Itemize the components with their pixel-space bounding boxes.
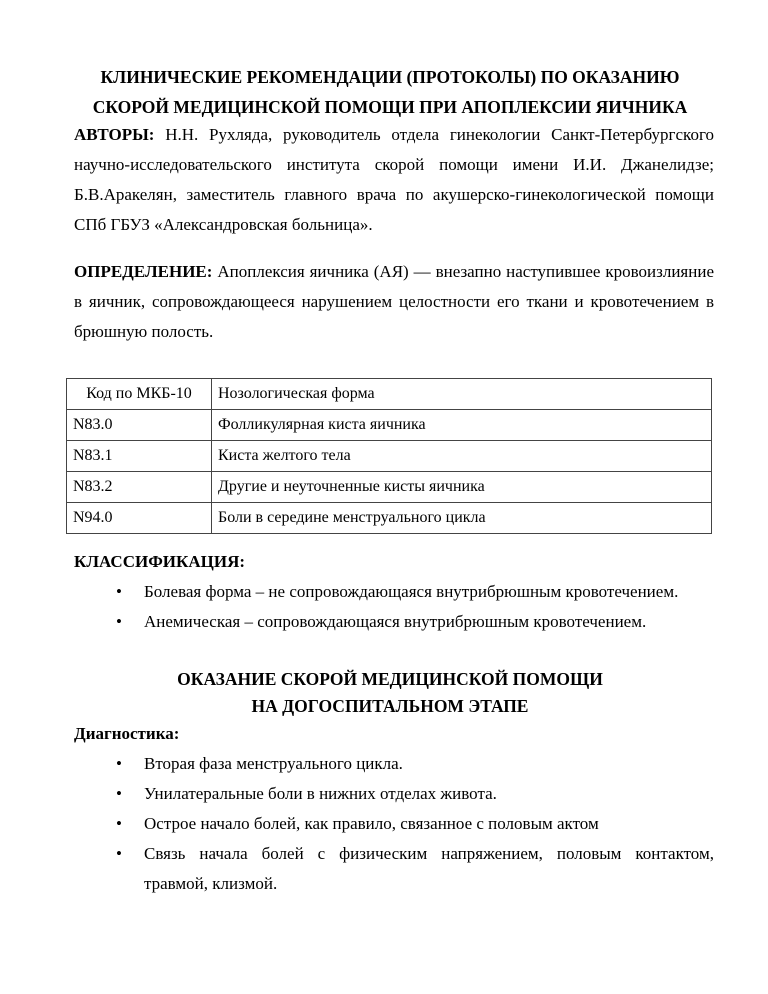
icd10-table xyxy=(66,378,712,534)
table-cell-code: N94.0 xyxy=(67,503,212,534)
authors-paragraph xyxy=(74,120,714,240)
table-row xyxy=(67,441,712,472)
list-item xyxy=(74,749,714,779)
bullet-icon: • xyxy=(116,754,122,773)
diagnostics-list xyxy=(74,749,714,899)
table-header-form: Нозологическая форма xyxy=(212,379,712,410)
list-item xyxy=(74,607,714,637)
classification-heading: КЛАССИФИКАЦИЯ: xyxy=(74,552,246,571)
document-title-line-2: СКОРОЙ МЕДИЦИНСКОЙ ПОМОЩИ ПРИ АПОПЛЕКСИИ ЯИЧНИКА xyxy=(92,97,688,117)
definition-paragraph xyxy=(74,257,714,347)
authors-text: Н.Н. Рухляда, руководитель отдела гинекологии Санкт-Петербургского научно-исследовательского института скорой помощи имени И.И. Джанелидзе; Б.В.Аракелян, заместитель главного врача по акушерско-гинекологической помощи СПб ГБУЗ «Александровская больница». xyxy=(74,125,714,234)
table-cell-code: N83.1 xyxy=(67,441,212,472)
table-row xyxy=(67,503,712,534)
table-cell-form: Другие и неуточненные кисты яичника xyxy=(212,472,712,503)
table-row xyxy=(67,410,712,441)
section-heading-line-2: НА ДОГОСПИТАЛЬНОМ ЭТАПЕ xyxy=(251,696,529,716)
table-cell-code: N83.2 xyxy=(67,472,212,503)
bullet-icon: • xyxy=(116,814,122,833)
bullet-icon: • xyxy=(116,582,122,601)
list-item-text: Болевая форма – не сопровождающаяся внутрибрюшным кровотечением. xyxy=(144,582,679,601)
list-item xyxy=(74,577,714,607)
definition-label: ОПРЕДЕЛЕНИЕ: xyxy=(74,262,213,281)
list-item-text: Острое начало болей, как правило, связанное с половым актом xyxy=(144,814,599,833)
document-title-line-1: КЛИНИЧЕСКИЕ РЕКОМЕНДАЦИИ (ПРОТОКОЛЫ) ПО ОКАЗАНИЮ xyxy=(100,67,680,87)
bullet-icon: • xyxy=(116,844,122,863)
table-row xyxy=(67,472,712,503)
table-cell-form: Фолликулярная киста яичника xyxy=(212,410,712,441)
table-header-code: Код по МКБ-10 xyxy=(67,379,212,410)
table-cell-form: Киста желтого тела xyxy=(212,441,712,472)
bullet-icon: • xyxy=(116,784,122,803)
diagnostics-heading: Диагностика: xyxy=(74,724,180,743)
definition-text: Апоплексия яичника (АЯ) — внезапно наступившее кровоизлияние в яичник, сопровождающееся нарушением целостности его ткани и кровотечением в брюшную полость. xyxy=(74,262,714,341)
classification-list xyxy=(74,577,714,637)
list-item-text: Анемическая – сопровождающаяся внутрибрюшным кровотечением. xyxy=(144,612,647,631)
authors-label: АВТОРЫ: xyxy=(74,125,155,144)
table-cell-code: N83.0 xyxy=(67,410,212,441)
list-item-text: Связь начала болей с физическим напряжением, половым контактом, травмой, клизмой. xyxy=(144,844,714,893)
section-heading-line-1: ОКАЗАНИЕ СКОРОЙ МЕДИЦИНСКОЙ ПОМОЩИ xyxy=(177,669,603,689)
list-item-text: Вторая фаза менструального цикла. xyxy=(144,754,403,773)
table-header-row xyxy=(67,379,712,410)
list-item xyxy=(74,839,714,899)
bullet-icon: • xyxy=(116,612,122,631)
list-item xyxy=(74,779,714,809)
table-cell-form: Боли в середине менструального цикла xyxy=(212,503,712,534)
list-item xyxy=(74,809,714,839)
list-item-text: Унилатеральные боли в нижних отделах живота. xyxy=(144,784,497,803)
